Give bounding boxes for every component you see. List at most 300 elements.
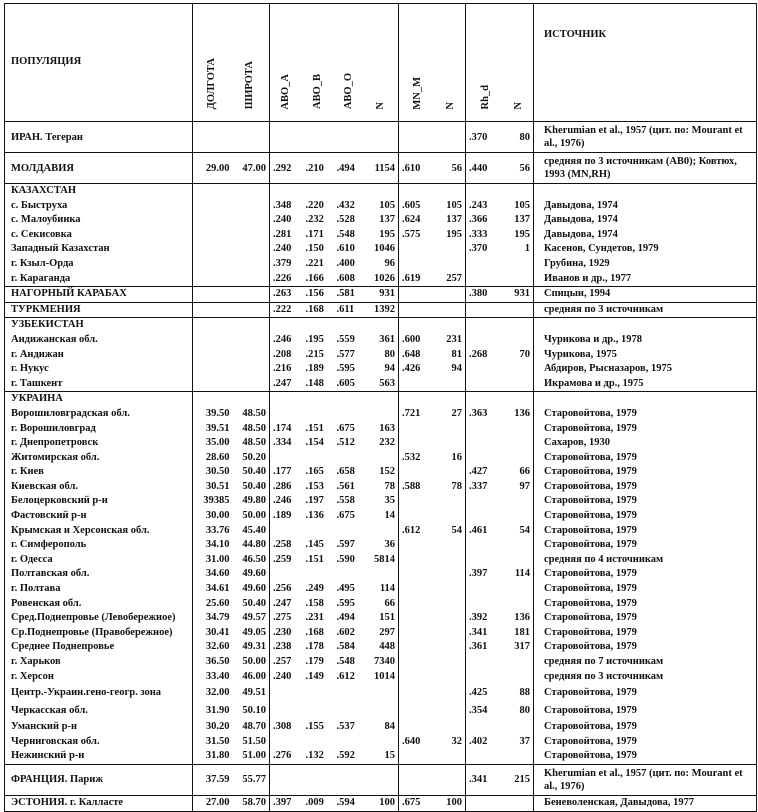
- cell-rh-d: .370: [466, 122, 507, 153]
- cell-latitude: 48.50: [233, 422, 270, 437]
- cell-abo-o: .611: [334, 302, 365, 318]
- cell-mn-n: [438, 494, 466, 509]
- cell-abo-n: 232: [365, 436, 399, 451]
- cell-abo-n: 1392: [365, 302, 399, 318]
- cell-abo-n: 35: [365, 494, 399, 509]
- cell-rh-n: 88: [507, 684, 534, 702]
- table-row: [5, 272, 757, 287]
- cell-rh-d: .333: [469, 228, 488, 240]
- cell-rh-n: 105: [507, 199, 534, 214]
- cell-abo-a: .292: [270, 153, 303, 184]
- cell-rh-d: .337: [469, 480, 488, 492]
- cell-abo-a: .286: [273, 480, 292, 492]
- cell-rh-d: .402: [469, 735, 488, 747]
- cell-abo-b: [303, 451, 334, 466]
- cell-abo-b: .165: [305, 466, 324, 478]
- cell-rh-d: .370: [469, 243, 488, 255]
- cell-longitude: [193, 348, 233, 363]
- cell-population: УКРАИНА: [5, 392, 193, 407]
- cell-mn-n: [438, 302, 466, 318]
- cell-abo-o: .608: [336, 272, 355, 284]
- cell-latitude: 58.70: [233, 795, 270, 811]
- cell-rh-d: .341: [466, 764, 507, 795]
- cell-mn-n: [438, 597, 466, 612]
- cell-latitude: [233, 242, 270, 257]
- cell-abo-b: .155: [305, 721, 324, 733]
- cell-abo-a: .259: [273, 553, 292, 565]
- cell-abo-a: [270, 407, 303, 422]
- cell-latitude: [233, 199, 270, 214]
- cell-abo-b: .189: [305, 363, 324, 375]
- cell-mn-n: [438, 626, 466, 641]
- header-abo-n: N: [365, 4, 399, 122]
- cell-population: г. Ворошиловград: [5, 422, 193, 437]
- cell-longitude: 30.41: [205, 626, 230, 638]
- cell-population: НАГОРНЫЙ КАРАБАХ: [5, 287, 193, 303]
- cell-mn-n: [438, 684, 466, 702]
- cell-mn-n: 100: [438, 795, 466, 811]
- cell-abo-o: .590: [336, 553, 355, 565]
- table-row: [5, 228, 757, 243]
- cell-longitude: 33.76: [205, 524, 230, 536]
- cell-abo-o: .512: [336, 437, 355, 449]
- cell-abo-b: .153: [305, 480, 324, 492]
- cell-mn-m: [399, 720, 438, 735]
- cell-source: Касенов, Сундетов, 1979: [534, 242, 757, 257]
- cell-rh-d: [466, 333, 507, 348]
- cell-population: Ср.Поднепровье (Правобережное): [5, 626, 193, 641]
- cell-rh-n: 931: [507, 287, 534, 303]
- cell-mn-m: [399, 597, 438, 612]
- cell-mn-m: .675: [399, 795, 438, 811]
- cell-abo-b: [303, 567, 334, 582]
- cell-rh-n: 80: [507, 702, 534, 720]
- cell-mn-n: [438, 465, 466, 480]
- cell-rh-d: .427: [469, 466, 488, 478]
- cell-abo-a: [270, 122, 303, 153]
- cell-latitude: [233, 302, 270, 318]
- cell-mn-n: [438, 122, 466, 153]
- cell-population: Киевская обл.: [5, 480, 193, 495]
- cell-latitude: [233, 213, 270, 228]
- cell-source: Старовойтова, 1979: [534, 626, 757, 641]
- cell-rh-d: .425: [469, 686, 488, 698]
- cell-source: Старовойтова, 1979: [534, 538, 757, 553]
- cell-source: Давыдова, 1974: [534, 199, 757, 214]
- cell-mn-n: [438, 377, 466, 392]
- cell-abo-o: .494: [336, 612, 355, 624]
- cell-source: Икрамова и др., 1975: [534, 377, 757, 392]
- cell-abo-b: .210: [303, 153, 334, 184]
- cell-abo-a: [270, 684, 303, 702]
- header-population: ПОПУЛЯЦИЯ: [5, 4, 193, 122]
- cell-mn-n: 81: [438, 348, 466, 363]
- cell-abo-a: [270, 451, 303, 466]
- cell-population: Нежинский р-н: [5, 749, 193, 764]
- cell-longitude: 32.60: [205, 641, 230, 653]
- table-row: [5, 302, 757, 318]
- cell-rh-n: [507, 184, 534, 199]
- cell-abo-n: 152: [365, 465, 399, 480]
- cell-mn-n: [438, 242, 466, 257]
- cell-mn-m: [399, 582, 438, 597]
- cell-abo-n: 78: [365, 480, 399, 495]
- cell-abo-n: 361: [365, 333, 399, 348]
- table-row: [5, 553, 757, 568]
- cell-mn-n: [438, 640, 466, 655]
- cell-abo-b: [303, 524, 334, 539]
- cell-abo-o: .432: [336, 199, 355, 211]
- cell-mn-m: [399, 670, 438, 685]
- cell-abo-a: [270, 184, 303, 199]
- cell-longitude: 25.60: [205, 597, 230, 609]
- cell-rh-n: 136: [507, 407, 534, 422]
- cell-abo-a: .379: [273, 257, 292, 269]
- table-row: [5, 684, 757, 702]
- cell-mn-n: [438, 538, 466, 553]
- cell-population: ТУРКМЕНИЯ: [5, 302, 193, 318]
- cell-longitude: 30.00: [205, 510, 230, 522]
- cell-mn-n: [438, 702, 466, 720]
- cell-mn-n: 137: [438, 213, 466, 228]
- cell-abo-n: 1154: [365, 153, 399, 184]
- table-row: [5, 184, 757, 199]
- cell-population: Сред.Поднепровье (Левобережное): [5, 611, 193, 626]
- cell-abo-a: .226: [273, 272, 292, 284]
- cell-abo-n: 151: [365, 611, 399, 626]
- cell-abo-b: .220: [305, 199, 324, 211]
- cell-source: Чурикова и др., 1978: [534, 333, 757, 348]
- cell-population: Западный Казахстан: [5, 242, 193, 257]
- cell-rh-n: 70: [507, 348, 534, 363]
- cell-source: Давыдова, 1974: [534, 228, 757, 243]
- cell-rh-n: [507, 302, 534, 318]
- cell-abo-o: .592: [336, 750, 355, 762]
- cell-rh-d: [466, 362, 507, 377]
- cell-mn-m: [399, 257, 438, 272]
- cell-abo-o: [334, 567, 365, 582]
- cell-rh-n: [507, 670, 534, 685]
- cell-abo-o: .528: [336, 214, 355, 226]
- cell-mn-n: 27: [438, 407, 466, 422]
- cell-abo-a: [270, 735, 303, 750]
- cell-abo-o: .495: [336, 583, 355, 595]
- header-rh-d: Rh_d: [466, 4, 507, 122]
- cell-longitude: [193, 257, 233, 272]
- cell-abo-n: [365, 702, 399, 720]
- cell-population: Черниговская обл.: [5, 735, 193, 750]
- cell-rh-d: [466, 494, 507, 509]
- cell-abo-a: .247: [273, 597, 292, 609]
- cell-rh-d: [466, 257, 507, 272]
- cell-abo-n: 36: [365, 538, 399, 553]
- cell-abo-o: .581: [334, 287, 365, 303]
- table-row: [5, 597, 757, 612]
- cell-population: г. Кзыл-Орда: [5, 257, 193, 272]
- cell-abo-o: .561: [336, 480, 355, 492]
- cell-abo-o: .548: [336, 228, 355, 240]
- cell-rh-d: [466, 538, 507, 553]
- cell-abo-n: 7340: [365, 655, 399, 670]
- cell-abo-a: .240: [273, 214, 292, 226]
- cell-abo-n: [365, 764, 399, 795]
- cell-mn-m: [399, 422, 438, 437]
- table-row: [5, 749, 757, 764]
- cell-abo-a: [270, 764, 303, 795]
- cell-abo-n: [365, 392, 399, 407]
- cell-rh-d: [466, 302, 507, 318]
- cell-abo-b: .231: [305, 612, 324, 624]
- cell-mn-n: 56: [438, 153, 466, 184]
- cell-abo-b: .197: [305, 495, 324, 507]
- cell-abo-b: [303, 684, 334, 702]
- cell-mn-m: [399, 392, 438, 407]
- cell-mn-m: [399, 702, 438, 720]
- header-abo-b: ABO_B: [303, 4, 334, 122]
- cell-longitude: [193, 122, 233, 153]
- cell-abo-o: .610: [336, 243, 355, 255]
- cell-longitude: [193, 362, 233, 377]
- cell-latitude: 49.05: [233, 626, 270, 641]
- population-frequency-table: [4, 3, 757, 812]
- cell-latitude: [233, 348, 270, 363]
- cell-abo-n: 5814: [365, 553, 399, 568]
- cell-abo-n: [365, 318, 399, 333]
- cell-source: Старовойтова, 1979: [534, 567, 757, 582]
- cell-mn-m: [399, 553, 438, 568]
- cell-mn-m: .610: [399, 153, 438, 184]
- cell-mn-n: [438, 567, 466, 582]
- cell-longitude: 39.50: [205, 407, 230, 419]
- table-row: [5, 465, 757, 480]
- cell-abo-a: [270, 524, 303, 539]
- cell-population: Белоцерковский р-н: [5, 494, 193, 509]
- header-mn-m: MN_M: [399, 4, 438, 122]
- cell-abo-b: .132: [305, 750, 324, 762]
- cell-rh-n: [507, 333, 534, 348]
- cell-abo-b: [303, 735, 334, 750]
- cell-rh-n: [507, 318, 534, 333]
- cell-abo-n: [365, 684, 399, 702]
- cell-abo-o: [334, 702, 365, 720]
- cell-abo-b: [303, 764, 334, 795]
- cell-mn-n: 94: [438, 362, 466, 377]
- table-row: [5, 655, 757, 670]
- cell-population: ЭСТОНИЯ. г. Калласте: [5, 795, 193, 811]
- cell-source: Kherumian et al., 1957 (цит. по: Mourant et al., 1976): [534, 764, 757, 795]
- cell-abo-b: .149: [305, 670, 324, 682]
- cell-mn-n: [438, 670, 466, 685]
- table-row: [5, 348, 757, 363]
- cell-population: МОЛДАВИЯ: [5, 153, 193, 184]
- cell-latitude: 49.60: [233, 567, 270, 582]
- cell-latitude: 49.31: [233, 640, 270, 655]
- cell-rh-d: [466, 392, 507, 407]
- cell-rh-d: .243: [469, 199, 488, 211]
- table-row: [5, 735, 757, 750]
- cell-abo-o: .658: [336, 466, 355, 478]
- cell-mn-m: [399, 302, 438, 318]
- cell-abo-o: .594: [334, 795, 365, 811]
- table-row: [5, 407, 757, 422]
- cell-abo-a: .216: [273, 363, 292, 375]
- table-row: [5, 436, 757, 451]
- cell-population: г. Киев: [5, 465, 193, 480]
- cell-longitude: 34.60: [205, 568, 230, 580]
- cell-longitude: [193, 333, 233, 348]
- cell-latitude: [233, 318, 270, 333]
- cell-rh-n: [507, 436, 534, 451]
- table-row: [5, 122, 757, 153]
- cell-latitude: [233, 228, 270, 243]
- header-longitude: ДОЛГОТА: [193, 4, 233, 122]
- cell-population: Фастовский р-н: [5, 509, 193, 524]
- cell-rh-n: [507, 272, 534, 287]
- cell-population: КАЗАХСТАН: [5, 184, 193, 199]
- cell-abo-n: 163: [365, 422, 399, 437]
- cell-abo-o: .675: [336, 510, 355, 522]
- cell-rh-d: [466, 553, 507, 568]
- cell-abo-a: .247: [273, 377, 292, 389]
- cell-abo-a: .348: [273, 199, 292, 211]
- cell-mn-m: [399, 184, 438, 199]
- cell-abo-a: .238: [273, 641, 292, 653]
- cell-latitude: 50.10: [233, 702, 270, 720]
- cell-longitude: 27.00: [193, 795, 233, 811]
- cell-mn-n: [438, 611, 466, 626]
- cell-longitude: [193, 377, 233, 392]
- cell-latitude: 55.77: [233, 764, 270, 795]
- cell-abo-a: .308: [273, 721, 292, 733]
- cell-population: г. Харьков: [5, 655, 193, 670]
- cell-longitude: [193, 287, 233, 303]
- cell-abo-a: .240: [273, 243, 292, 255]
- cell-rh-n: [507, 377, 534, 392]
- cell-source: Старовойтова, 1979: [534, 684, 757, 702]
- cell-abo-o: .558: [336, 495, 355, 507]
- cell-source: Абдиров, Рысназаров, 1975: [534, 362, 757, 377]
- cell-source: средняя по 3 источникам (AB0); Ковтюх, 1993 (MN,RH): [534, 153, 757, 184]
- cell-abo-o: .400: [336, 257, 355, 269]
- cell-abo-b: .249: [305, 583, 324, 595]
- cell-mn-m: [399, 122, 438, 153]
- cell-rh-d: [466, 184, 507, 199]
- cell-abo-n: 96: [365, 257, 399, 272]
- cell-population: г. Андижан: [5, 348, 193, 363]
- table-row: [5, 153, 757, 184]
- cell-mn-m: [399, 655, 438, 670]
- cell-latitude: [233, 257, 270, 272]
- cell-abo-b: .178: [305, 641, 324, 653]
- cell-rh-n: [507, 655, 534, 670]
- cell-latitude: 49.80: [233, 494, 270, 509]
- cell-rh-n: [507, 392, 534, 407]
- cell-rh-n: [507, 582, 534, 597]
- cell-mn-m: [399, 764, 438, 795]
- cell-rh-n: [507, 422, 534, 437]
- cell-rh-d: [466, 377, 507, 392]
- cell-mn-n: [438, 422, 466, 437]
- table-header-row: [5, 4, 757, 122]
- cell-population: г. Одесса: [5, 553, 193, 568]
- cell-abo-a: [270, 702, 303, 720]
- cell-mn-m: [399, 436, 438, 451]
- cell-mn-m: [399, 684, 438, 702]
- table-row: [5, 287, 757, 303]
- cell-latitude: [233, 377, 270, 392]
- cell-abo-o: [334, 318, 365, 333]
- cell-longitude: 33.40: [205, 670, 230, 682]
- cell-abo-a: .334: [273, 437, 292, 449]
- table-row: [5, 795, 757, 811]
- cell-abo-a: .208: [273, 348, 292, 360]
- cell-mn-n: [438, 553, 466, 568]
- cell-abo-a: .230: [273, 626, 292, 638]
- cell-rh-d: [466, 597, 507, 612]
- cell-population: г. Днепропетровск: [5, 436, 193, 451]
- cell-rh-d: .397: [469, 568, 488, 580]
- cell-rh-d: [466, 670, 507, 685]
- cell-abo-a: .177: [273, 466, 292, 478]
- header-latitude: ШИРОТА: [233, 4, 270, 122]
- cell-abo-a: [270, 567, 303, 582]
- cell-rh-n: [507, 494, 534, 509]
- cell-abo-o: [334, 735, 365, 750]
- table-row: [5, 257, 757, 272]
- cell-abo-o: .612: [336, 670, 355, 682]
- cell-rh-d: [466, 655, 507, 670]
- cell-latitude: 45.40: [233, 524, 270, 539]
- cell-latitude: [233, 184, 270, 199]
- cell-abo-o: .595: [336, 597, 355, 609]
- cell-mn-m: [399, 465, 438, 480]
- cell-mn-m: .721: [402, 407, 421, 419]
- cell-longitude: 30.50: [205, 466, 230, 478]
- table-row: [5, 524, 757, 539]
- table-body: [5, 122, 757, 812]
- cell-mn-m: [399, 538, 438, 553]
- cell-abo-o: .602: [336, 626, 355, 638]
- cell-abo-o: .559: [336, 333, 355, 345]
- cell-mn-m: .619: [402, 272, 421, 284]
- cell-mn-m: .624: [402, 214, 421, 226]
- cell-rh-d: .366: [469, 214, 488, 226]
- cell-abo-b: .221: [305, 257, 324, 269]
- cell-population: Ворошиловградская обл.: [5, 407, 193, 422]
- cell-abo-n: [365, 524, 399, 539]
- cell-abo-o: [334, 524, 365, 539]
- cell-rh-n: [507, 509, 534, 524]
- cell-population: г. Нукус: [5, 362, 193, 377]
- cell-longitude: 36.50: [205, 656, 230, 667]
- table-row: [5, 392, 757, 407]
- cell-longitude: 31.00: [205, 553, 230, 565]
- cell-rh-n: 137: [507, 213, 534, 228]
- cell-latitude: 49.57: [233, 611, 270, 626]
- cell-longitude: 32.00: [205, 686, 230, 698]
- cell-latitude: [233, 122, 270, 153]
- cell-abo-b: .179: [305, 656, 324, 667]
- cell-rh-d: .380: [466, 287, 507, 303]
- cell-mn-n: 105: [438, 199, 466, 214]
- cell-population: Андижанская обл.: [5, 333, 193, 348]
- cell-mn-m: [399, 567, 438, 582]
- cell-abo-a: .257: [273, 656, 292, 667]
- cell-abo-n: [365, 735, 399, 750]
- cell-latitude: 51.00: [233, 749, 270, 764]
- cell-abo-b: .156: [303, 287, 334, 303]
- cell-mn-m: .605: [402, 199, 421, 211]
